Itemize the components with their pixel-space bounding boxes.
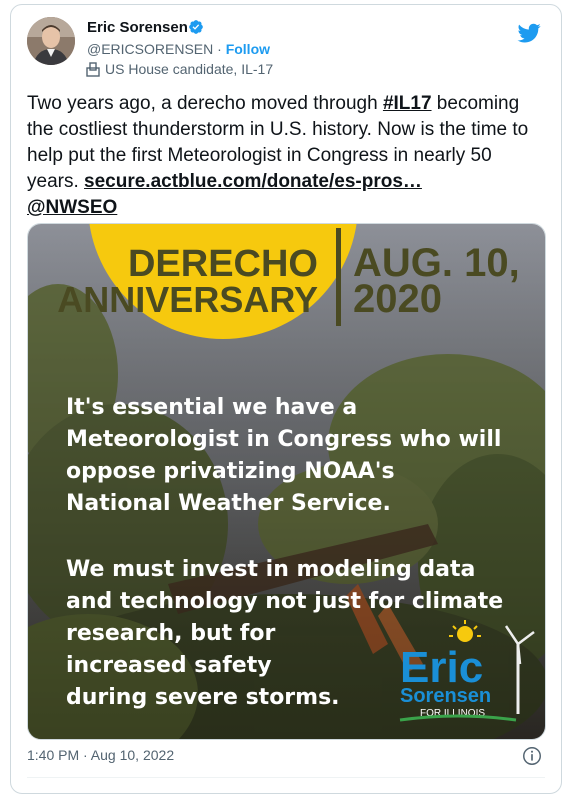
body-line-6: and technology not just for climate <box>66 589 504 614</box>
body-line-8: increased safety <box>66 653 272 678</box>
ballot-box-icon <box>85 61 101 77</box>
logo-sorensen: Sorensen <box>400 685 492 707</box>
mention-link[interactable]: @NWSEO <box>27 197 118 218</box>
body-line-3: oppose privatizing NOAA's <box>66 459 395 484</box>
headline-derecho: DERECHO <box>127 243 318 285</box>
author-name[interactable]: Eric Sorensen <box>87 19 188 36</box>
separator: · <box>217 41 222 57</box>
avatar[interactable] <box>27 17 75 65</box>
twitter-bird-icon[interactable] <box>517 21 541 45</box>
tweet-text-part-1: Two years ago, a derecho moved through <box>27 93 383 114</box>
tweet-text-part-2: becoming the costliest thunderstorm in U.S. history. Now is the time to help put the first Meteorologist in Congress in nearly 50 years. <box>27 93 529 192</box>
body-line-7: research, but for <box>66 621 276 646</box>
footer-divider <box>27 777 545 778</box>
body-line-4: National Weather Service. <box>66 491 391 516</box>
tweet-text <box>27 91 547 221</box>
tweet-card <box>10 4 562 794</box>
verified-badge-icon <box>188 19 204 35</box>
body-line-2: Meteorologist in Congress who will <box>66 427 502 452</box>
body-line-5: We must invest in modeling data <box>66 557 476 582</box>
headline-divider <box>336 228 341 326</box>
author-handle[interactable]: @ERICSORENSEN <box>87 41 214 57</box>
headline-date: AUG. 10, <box>353 241 520 285</box>
hashtag-link[interactable]: #IL17 <box>382 93 432 114</box>
handle-row <box>87 41 270 57</box>
follow-button[interactable]: Follow <box>225 41 271 57</box>
tweet-timestamp[interactable]: 1:40 PM · Aug 10, 2022 <box>27 747 175 763</box>
affiliation-label <box>85 61 273 77</box>
body-line-1: It's essential we have a <box>66 395 358 420</box>
affiliation-text: US House candidate, IL-17 <box>105 61 274 77</box>
headline-anniversary: ANNIVERSARY <box>57 279 318 320</box>
logo-for-illinois: FOR ILLINOIS <box>420 708 486 719</box>
headline-year: 2020 <box>353 277 442 321</box>
donate-link[interactable]: secure.actblue.com/donate/es-pros… <box>84 171 422 192</box>
info-icon[interactable] <box>521 745 543 767</box>
body-line-9: during severe storms. <box>66 685 340 710</box>
logo-eric: Eric <box>400 643 484 692</box>
tweet-image[interactable] <box>27 223 546 740</box>
